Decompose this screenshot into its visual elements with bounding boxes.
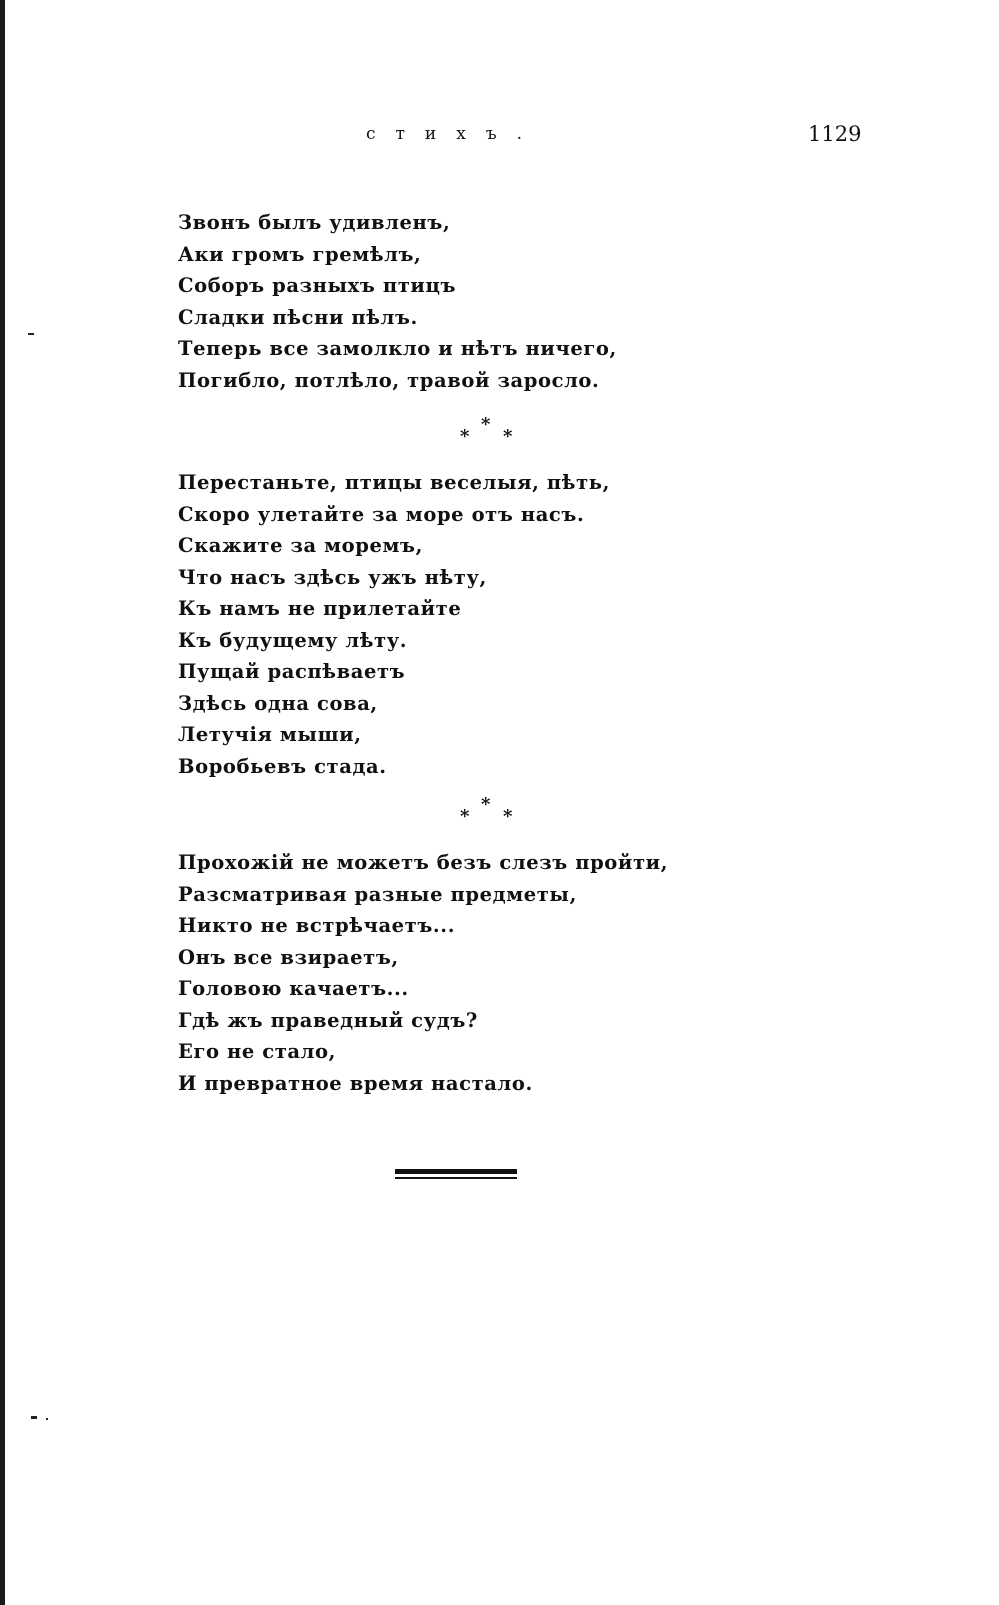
verse-line: Здѣсь одна сова, xyxy=(178,691,378,715)
verse-line: Пущай распѣваетъ xyxy=(178,660,406,683)
verse-line: Перестаньте, птицы веселыя, пѣть, xyxy=(178,471,610,494)
verse-line: Головою качаетъ... xyxy=(178,977,409,1000)
verse-line: Звонъ былъ удивленъ, xyxy=(178,211,451,234)
end-rule-thin xyxy=(395,1177,517,1179)
verse-line: Погибло, потлѣло, травой заросло. xyxy=(178,368,600,392)
asterisk: * xyxy=(481,414,491,435)
scan-speck xyxy=(28,333,34,335)
page-number: 1129 xyxy=(808,122,862,146)
verse-line: Къ будущему лѣту. xyxy=(178,628,408,652)
verse-line: Сладки пѣсни пѣлъ. xyxy=(178,305,418,329)
asterisk: * xyxy=(460,426,470,447)
verse-line: Воробьевъ стада. xyxy=(178,754,387,778)
asterism-divider xyxy=(457,414,527,448)
end-rule-thick xyxy=(395,1169,517,1174)
page-left-border xyxy=(0,0,5,1605)
asterisk: * xyxy=(503,806,513,827)
scan-speck xyxy=(31,1416,37,1419)
verse-line: Скоро улетайте за море отъ насъ. xyxy=(178,502,585,526)
verse-line: Къ намъ не прилетайте xyxy=(178,597,462,620)
stanza-2 xyxy=(178,467,610,782)
verse-line: Аки громъ гремѣлъ, xyxy=(178,242,422,266)
stanza-3 xyxy=(178,847,668,1099)
verse-line: Соборъ разныхъ птицъ xyxy=(178,274,457,297)
verse-line: Летучія мыши, xyxy=(178,723,362,746)
verse-line: Что насъ здѣсь ужъ нѣту, xyxy=(178,565,487,589)
asterisk: * xyxy=(460,806,470,827)
verse-line: Теперь все замолкло и нѣтъ ничего, xyxy=(178,337,617,360)
stanza-1 xyxy=(178,207,617,396)
verse-line: Разсматривая разные предметы, xyxy=(178,882,577,906)
asterism-divider xyxy=(457,794,527,828)
verse-line: Скажите за моремъ, xyxy=(178,534,424,557)
scan-speck xyxy=(46,1418,48,1420)
verse-line: Онъ все взираетъ, xyxy=(178,945,399,969)
verse-line: И превратное время настало. xyxy=(178,1071,533,1095)
asterisk: * xyxy=(503,426,513,447)
verse-line: Его не стало, xyxy=(178,1040,337,1063)
running-head: стихъ. xyxy=(366,124,543,144)
verse-line: Прохожій не можетъ безъ слезъ пройти, xyxy=(178,851,669,874)
verse-line: Никто не встрѣчаетъ... xyxy=(178,914,456,937)
asterisk: * xyxy=(481,794,491,815)
verse-line: Гдѣ жъ праведный судъ? xyxy=(178,1008,478,1032)
